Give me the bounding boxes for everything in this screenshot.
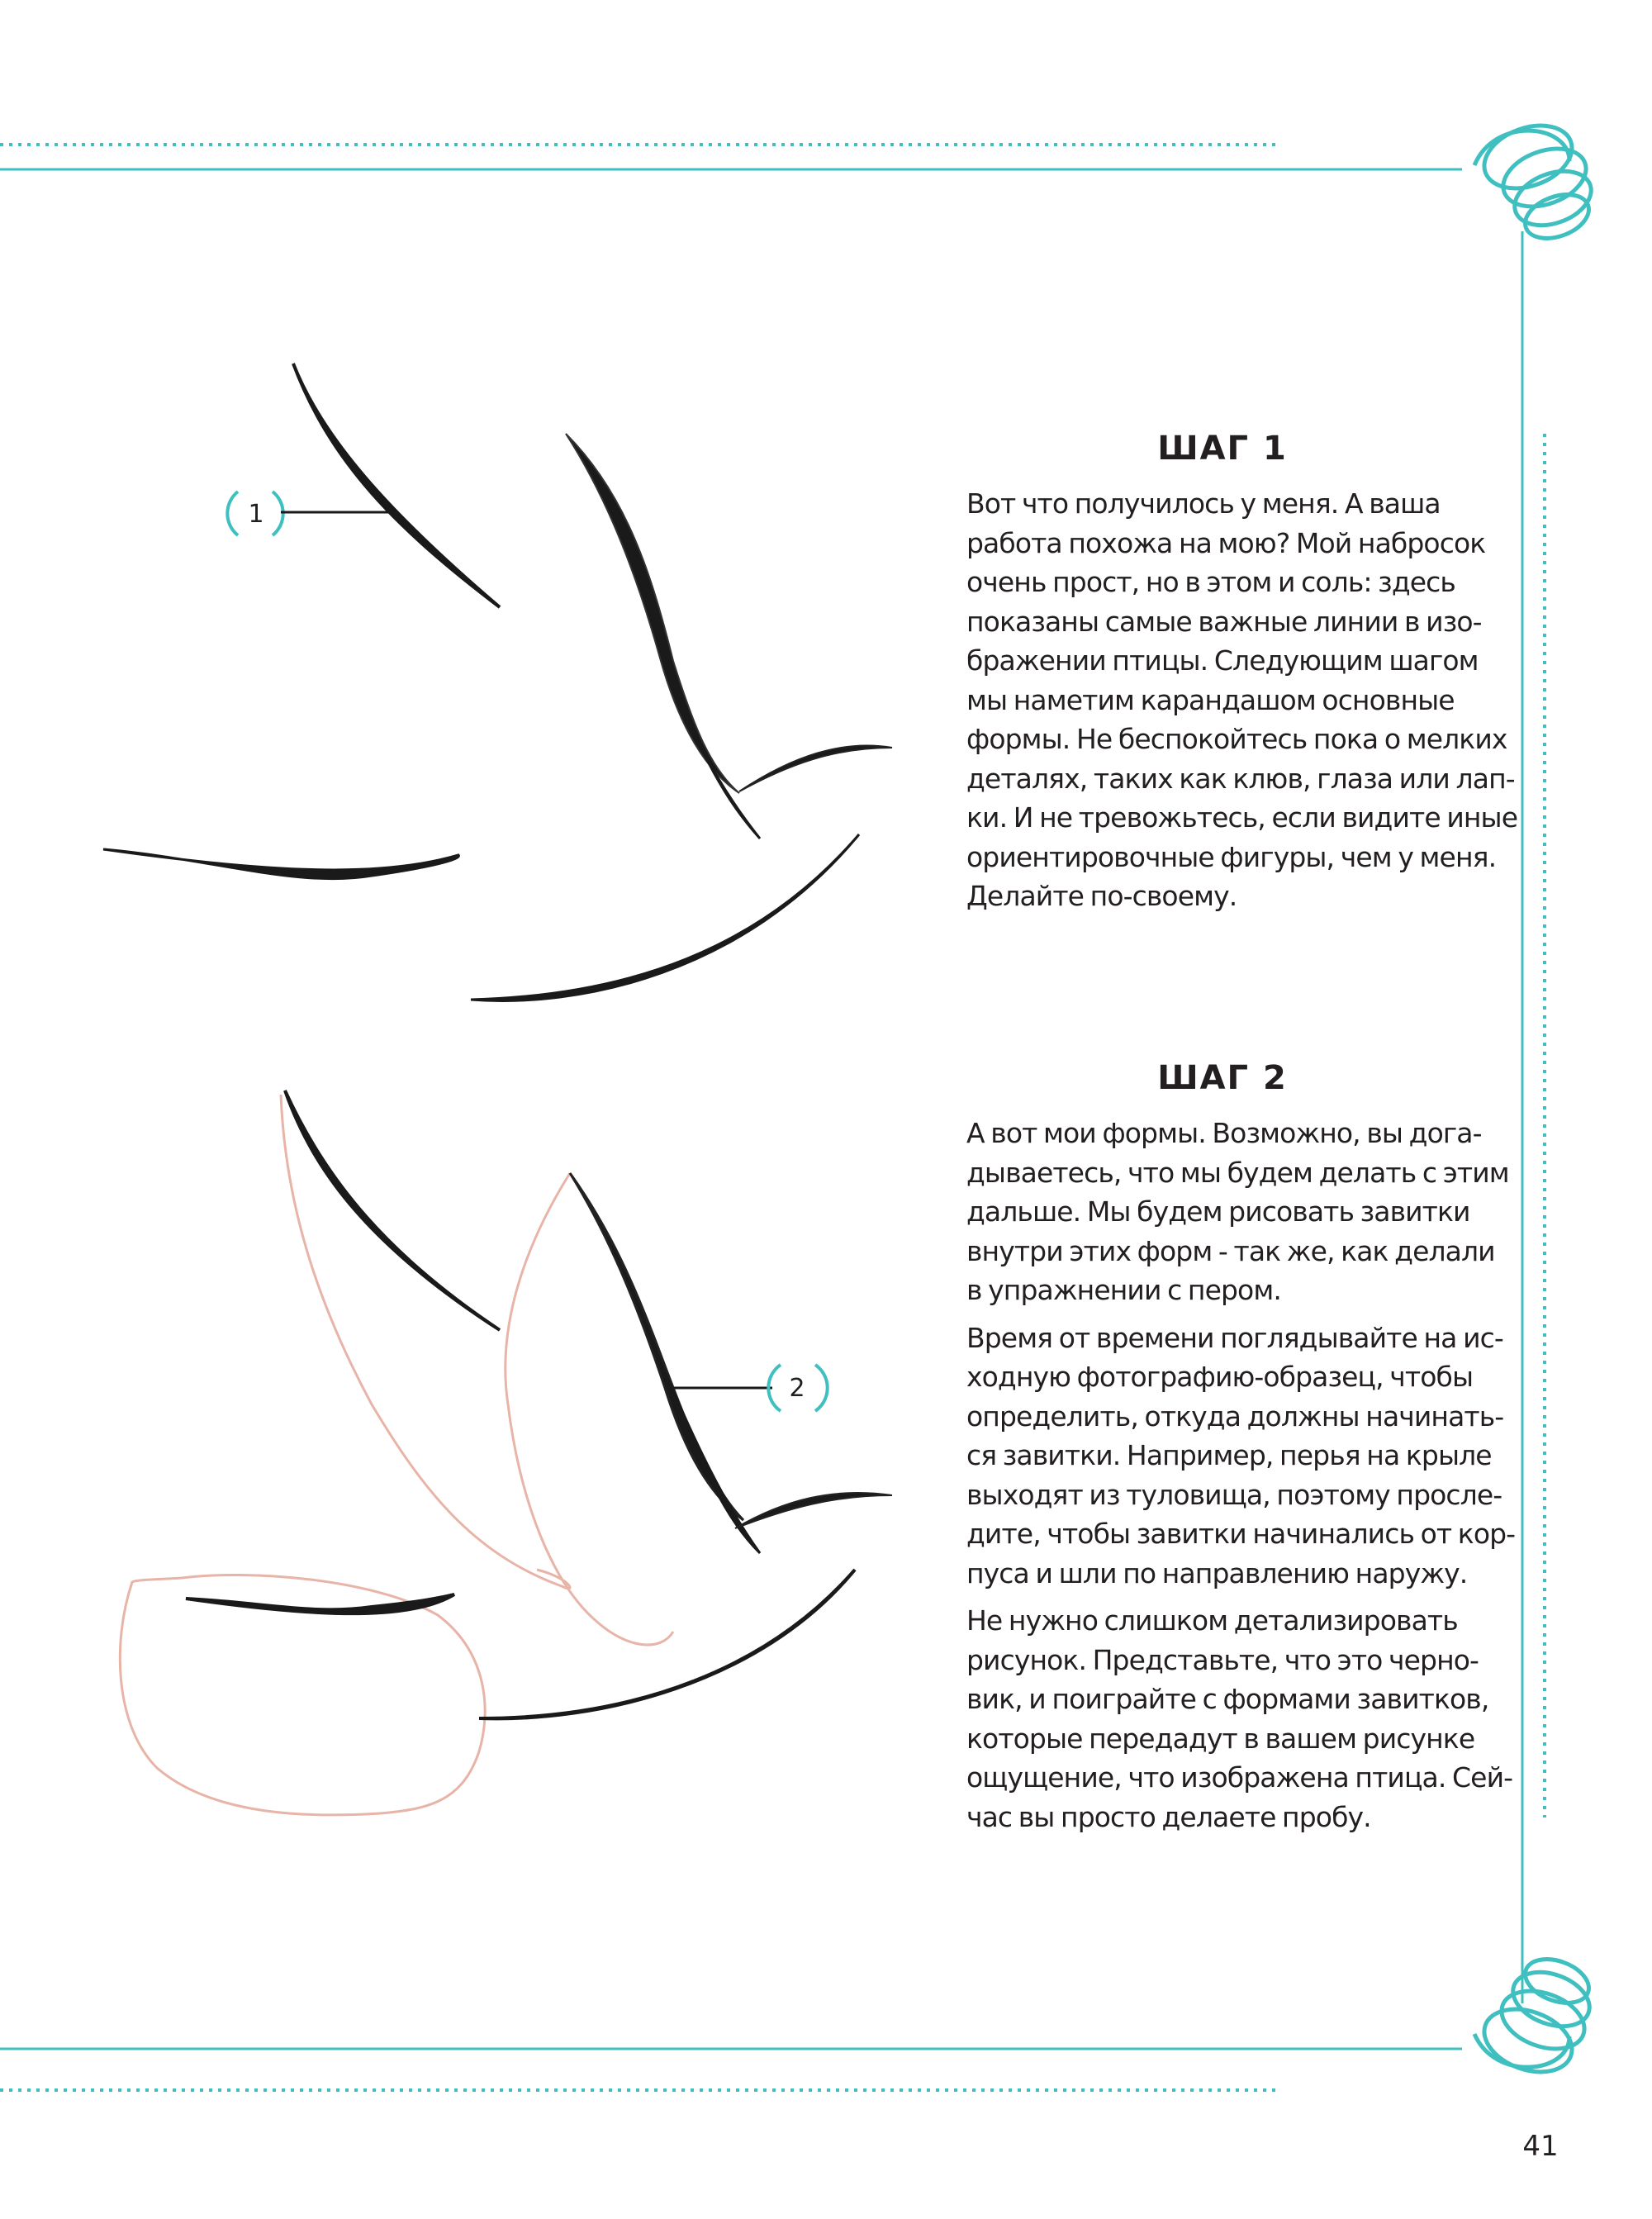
step-2-title: ШАГ 2 <box>1157 1059 1288 1097</box>
text-line: которые передадут в вашем рисунке <box>966 1722 1475 1755</box>
text-line: час вы просто делаете пробу. <box>966 1800 1371 1833</box>
text-line: внутри этих форм - так же, как делали <box>966 1234 1495 1267</box>
text-line: Делайте по-своему. <box>966 880 1237 912</box>
step-1-section <box>966 430 1518 924</box>
text-line: дальше. Мы будем рисовать завитки <box>966 1195 1470 1228</box>
step-2-section <box>966 1059 1516 1845</box>
text-line: определить, откуда должны начинать- <box>966 1399 1504 1433</box>
brush-stroke <box>103 849 458 879</box>
step-1-title: ШАГ 1 <box>1157 430 1288 468</box>
text-line: дите, чтобы завитки начинались от кор- <box>966 1518 1516 1550</box>
text-line: ходную фотографию-образец, чтобы <box>966 1361 1474 1393</box>
brush-stroke <box>186 1594 454 1613</box>
brush-stroke <box>471 834 859 1000</box>
text-line: Не нужно слишком детализировать <box>966 1604 1458 1637</box>
brush-stroke <box>566 434 739 793</box>
step-2-paragraph <box>966 1601 1513 1836</box>
brush-stroke <box>735 1493 892 1528</box>
page-number: 41 <box>1522 2130 1559 2163</box>
step-2-paragraph <box>966 1114 1509 1310</box>
text-line: ориентировочные фигуры, чем у меня. <box>966 840 1497 873</box>
text-line: пуса и шли по направлению наружу. <box>966 1556 1468 1589</box>
callout-2-number: 2 <box>789 1373 805 1403</box>
text-line: бражении птицы. Следующим шагом <box>966 644 1479 677</box>
text-line: рисунок. Представьте, что это черно- <box>966 1643 1479 1676</box>
text-line: мы наметим карандашом основные <box>966 683 1455 716</box>
swirl-ornament-bottom <box>1474 1951 1597 2084</box>
bird-sketch-step-1 <box>103 363 892 1000</box>
step-1-paragraph <box>966 484 1518 916</box>
brush-stroke <box>293 363 500 607</box>
brush-stroke <box>479 1570 855 1718</box>
text-line: показаны самые важные линии в изо- <box>966 605 1482 638</box>
text-line: А вот мои формы. Возможно, вы дога- <box>966 1117 1482 1149</box>
brush-stroke <box>285 1090 500 1330</box>
brush-stroke <box>570 1173 743 1520</box>
text-line: ки. И не тревожьтесь, если видите иные <box>966 801 1518 834</box>
swirl-ornament-top <box>1474 114 1598 246</box>
text-line: очень прост, но в этом и соль: здесь <box>966 566 1455 598</box>
text-line: работа похожа на мою? Мой набросок <box>966 526 1486 559</box>
callout-1-number: 1 <box>248 499 264 529</box>
text-line: Время от времени поглядывайте на ис- <box>966 1321 1503 1354</box>
text-line: формы. Не беспокойтесь пока о мелких <box>966 723 1507 755</box>
text-line: выходят из туловища, поэтому просле- <box>966 1478 1502 1511</box>
text-line: деталях, таких как клюв, глаза или лап- <box>966 762 1515 795</box>
step-2-paragraph <box>966 1319 1516 1594</box>
text-line: Вот что получилось у меня. А ваша <box>966 487 1441 520</box>
brush-stroke <box>739 745 892 791</box>
text-line: в упражнении с пером. <box>966 1274 1281 1306</box>
text-line: дываетесь, что мы будем делать с этим <box>966 1156 1509 1189</box>
text-line: вик, и поиграйте с формами завитков, <box>966 1683 1489 1715</box>
text-line: ся завитки. Например, перья на крыле <box>966 1439 1492 1471</box>
text-line: ощущение, что изображена птица. Сей- <box>966 1761 1513 1794</box>
